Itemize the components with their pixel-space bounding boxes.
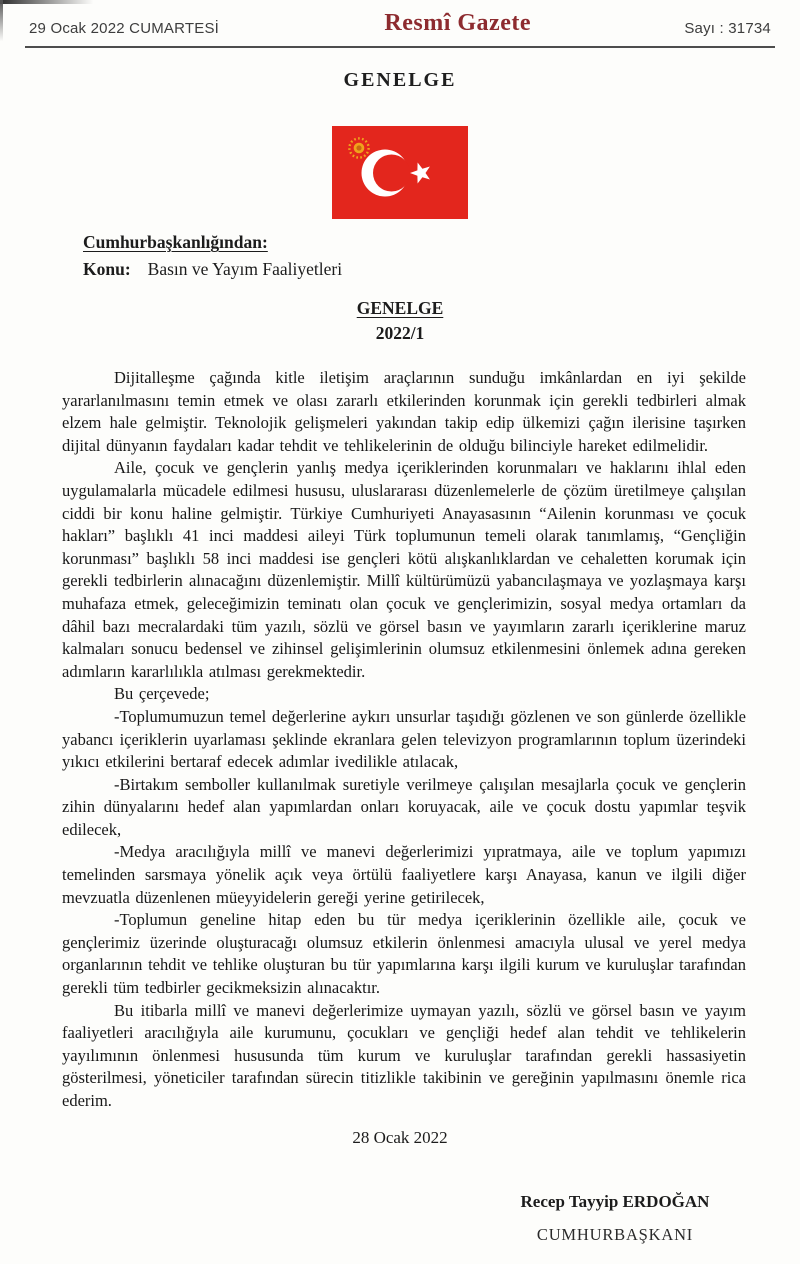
body-paragraph: -Birtakım semboller kullanılmak suretiyle verilmeye çalışılan mesajlarla çocuk ve gençlerin zihin dünyalarını hedef alan yapımlardan onları koruyacak, aile ve çocuk dostu yapımlar teşvik edilecek, bbox=[62, 774, 746, 839]
gazette-header bbox=[25, 0, 775, 48]
gazette-masthead: Resmî Gazete bbox=[384, 10, 531, 36]
circular-title: GENELGE bbox=[356, 298, 444, 318]
signatory-title: CUMHURBAŞKANI bbox=[536, 1225, 694, 1244]
body-paragraph: Bu çerçevede; bbox=[114, 684, 210, 704]
turkish-flag-icon bbox=[332, 126, 468, 219]
signature-block bbox=[498, 1192, 732, 1245]
scan-artifact-left-edge bbox=[0, 0, 3, 46]
body-paragraph: Aile, çocuk ve gençlerin yanlış medya içeriklerinden korunmaları ve haklarını ihlal eden uygulamalarla mücadele edilmesi hususu, uluslararası düzenlemelerle de çözüm üretilmeye çalışılan ciddi bir konu haline gelmiştir. Türkiye Cumhuriyeti Anayasasının “Ailenin korunması ve çocuk hakları” başlıklı 41 inci maddesi aileyi Türk toplumunun temeli olarak tanımlamış, “Gençliğin korunması” başlıklı 58 inci maddesi ise gençleri kötü alışkanlıklardan ve cehaletten korumak için gerekli tedbirlerin alınacağını düzenlemiştir. Millî kültürümüzü yabancılaşmaya ve yozlaşmaya karşı muhafaza etmek, geleceğimizin teminatı olan çocuk ve gençlerimizin, sosyal medya ortamları da dâhil bazı mecralardaki tüm yazılı, sözlü ve görsel basın ve yayımların zararlı içeriklerine maruz kalmaları sonucu bedensel ve zihinsel gelişimlerinin olumsuz etkilenmesini önlemek adına gereken adımların kararlılıkla atılması gerekmektedir. bbox=[62, 458, 746, 681]
body-paragraph: -Medya aracılığıyla millî ve manevi değerlerimizi yıpratmaya, aile ve toplum yapımızı temelinden sarsmaya yönelik açık veya örtülü faaliyetlere karşı Anayasa, kanun ve ilgili diğer mevzuatla düzenlenen müeyyidelerin gereği yerine getirilecek, bbox=[62, 842, 746, 907]
circular-body bbox=[62, 367, 746, 1113]
body-paragraph: -Toplumun geneline hitap eden bu tür medya içeriklerinin özellikle aile, çocuk ve gençlerimiz üzerinde oluşturacağı olumsuz etkilerin önlenmesi amacıyla ulusal ve yerel medya organlarının tehdit ve tehlike oluşturan bu tür yapımlarına karşı ilgili kurum ve kuruluşlar tarafından gerekli tüm tedbirler gecikmeksizin alınacaktır. bbox=[62, 910, 746, 998]
body-paragraph: -Toplumumuzun temel değerlerine aykırı unsurlar taşıdığı gözlenen ve son günlerde özellikle yabancı içeriklerin uyarlaması şeklinde ekranlara gelen televizyon programlarının toplum üzerindeki yıkıcı etkilerini bertaraf edecek adımlar ivedilikle atılacak, bbox=[62, 706, 746, 772]
subject-line bbox=[83, 259, 800, 280]
scan-artifact-top-left bbox=[0, 0, 110, 4]
signatory-name: Recep Tayyip ERDOĞAN bbox=[520, 1192, 710, 1211]
gazette-issue-number: Sayı : 31734 bbox=[684, 20, 771, 37]
body-paragraph: Bu itibarla millî ve manevi değerlerimize uymayan yazılı, sözlü ve görsel basın ve yayım faaliyetleri aracılığıyla aile kurumunu, çocukları ve gençliği hedef alan tehdit ve tehlikelerin yayılımının önlenmesi hususunda tüm kurum ve kuruluşlar tarafından gerekli hassasiyetin gösterilmesi, yöneticiler tarafından sürecin titizlikle takibinin ve gereğinin yapılmasını önemle rica ederim. bbox=[62, 1000, 746, 1110]
circular-heading bbox=[0, 296, 800, 346]
gazette-date: 29 Ocak 2022 CUMARTESİ bbox=[29, 20, 220, 37]
issuer-line: Cumhurbaşkanlığından: bbox=[83, 232, 268, 252]
circular-number: 2022/1 bbox=[375, 323, 425, 343]
subject-value: Basın ve Yayım Faaliyetleri bbox=[147, 259, 343, 279]
flag-container bbox=[0, 126, 800, 219]
document-heading: GENELGE bbox=[343, 69, 457, 91]
body-paragraph: Dijitalleşme çağında kitle iletişim araçlarının sunduğu imkânlardan en iyi şekilde yararlanılmasını temin etmek ve olası zararlı etkilerinden korunmak için gerekli tedbirleri almak elzem hale gelmiştir. Teknolojik gelişmeleri yakından takip edip ülkemizi çağın ilerisine taşırken dijital dünyanın faydaları kadar tehdit ve tehlikelerinin de olduğu bilinciyle hareket edilmelidir. bbox=[62, 368, 746, 455]
subject-label: Konu: bbox=[83, 259, 131, 279]
signing-date: 28 Ocak 2022 bbox=[352, 1127, 448, 1147]
issuer-block bbox=[83, 232, 800, 280]
